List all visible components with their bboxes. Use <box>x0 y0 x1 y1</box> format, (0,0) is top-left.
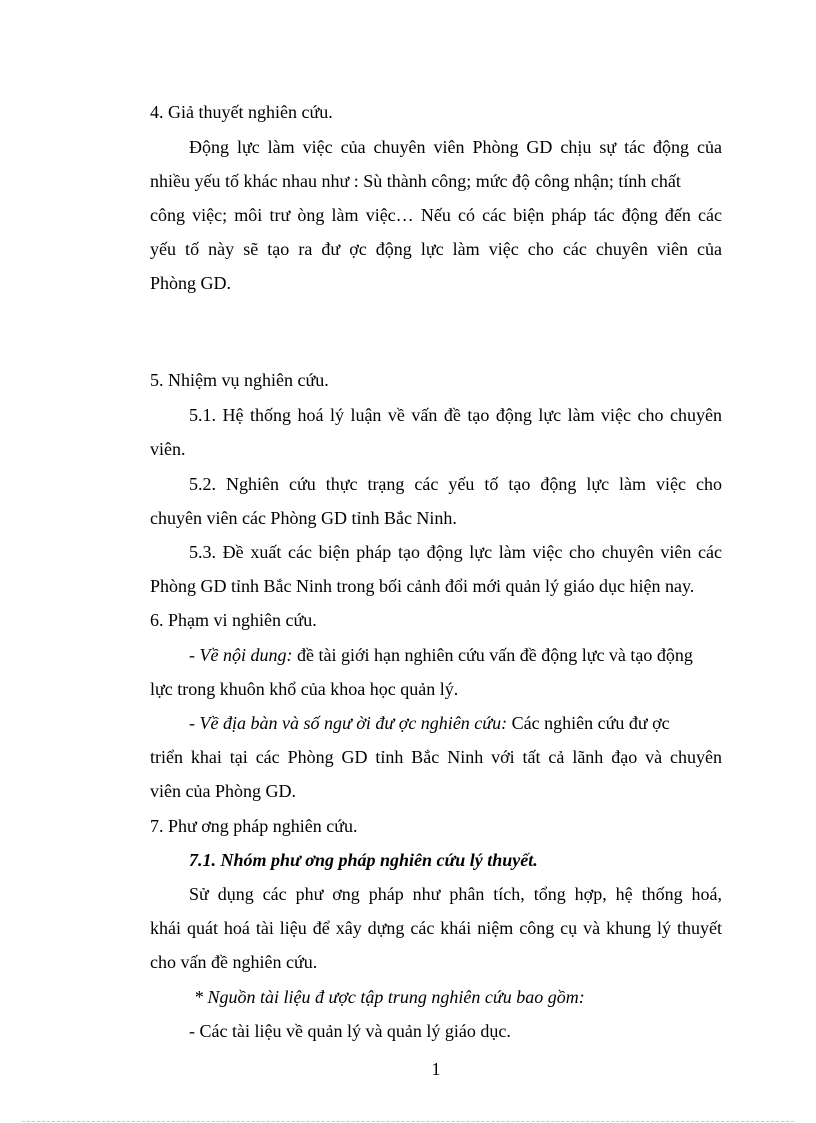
paragraph-line: yếu tố này sẽ tạo ra đư ợc động lực làm việc cho các chuyên viên của <box>150 239 722 259</box>
paragraph-line: viên của Phòng GD. <box>150 781 296 801</box>
paragraph-line: Sử dụng các phư ơng pháp như phân tích, tổng hợp, hệ thống hoá, <box>189 884 722 904</box>
paragraph-line: Động lực làm việc của chuyên viên Phòng GD chịu sự tác động của <box>189 137 722 157</box>
line-text: Các nghiên cứu đư ợc <box>507 713 670 733</box>
paragraph-line: 5.2. Nghiên cứu thực trạng các yếu tố tạo động lực làm việc cho <box>189 474 722 494</box>
section-4-heading: 4. Giả thuyết nghiên cứu. <box>150 102 333 122</box>
line-text: đề tài giới hạn nghiên cứu vấn đề động lực và tạo động <box>292 645 693 665</box>
section-7-heading: 7. Phư ơng pháp nghiên cứu. <box>150 816 358 836</box>
paragraph-line: lực trong khuôn khổ của khoa học quản lý. <box>150 679 459 699</box>
paragraph-line: viên. <box>150 439 186 459</box>
sources-note: * Nguồn tài liệu đ ược tập trung nghiên cứu bao gồm: <box>194 987 585 1007</box>
paragraph-line: Phòng GD. <box>150 273 232 293</box>
page-bottom-divider <box>22 1121 794 1122</box>
paragraph-line: nhiều yếu tố khác nhau như : Sù thành công; mức độ công nhận; tính chất <box>150 171 681 191</box>
paragraph-line: cho vấn đề nghiên cứu. <box>150 952 318 972</box>
page-number: 1 <box>431 1059 441 1079</box>
paragraph-line: công việc; môi trư òng làm việc… Nếu có các biện pháp tác động đến các <box>150 205 722 225</box>
paragraph-line: Phòng GD tỉnh Bắc Ninh trong bối cảnh đổi mới quản lý giáo dục hiện nay. <box>150 576 695 596</box>
paragraph-line: chuyên viên các Phòng GD tỉnh Bắc Ninh. <box>150 508 457 528</box>
italic-label: - Về địa bàn và số ngư ời đư ợc nghiên cứu: <box>189 713 508 733</box>
section-6-heading: 6. Phạm vi nghiên cứu. <box>150 610 317 630</box>
paragraph-line <box>189 712 670 734</box>
section-5-heading: 5. Nhiệm vụ nghiên cứu. <box>150 370 329 390</box>
paragraph-line: 5.3. Đề xuất các biện pháp tạo động lực làm việc cho chuyên viên các <box>189 542 722 562</box>
list-item: - Các tài liệu về quản lý và quản lý giáo dục. <box>189 1021 511 1041</box>
paragraph-line: khái quát hoá tài liệu để xây dựng các khái niệm công cụ và khung lý thuyết <box>150 918 722 938</box>
subsection-7-1-heading: 7.1. Nhóm phư ơng pháp nghiên cứu lý thuyết. <box>189 850 538 870</box>
paragraph-line: 5.1. Hệ thống hoá lý luận về vấn đề tạo động lực làm việc cho chuyên <box>189 405 722 425</box>
paragraph-line: triển khai tại các Phòng GD tỉnh Bắc Ninh với tất cả lãnh đạo và chuyên <box>150 747 722 767</box>
italic-label: - Về nội dung: <box>189 645 293 665</box>
paragraph-line <box>189 644 693 666</box>
